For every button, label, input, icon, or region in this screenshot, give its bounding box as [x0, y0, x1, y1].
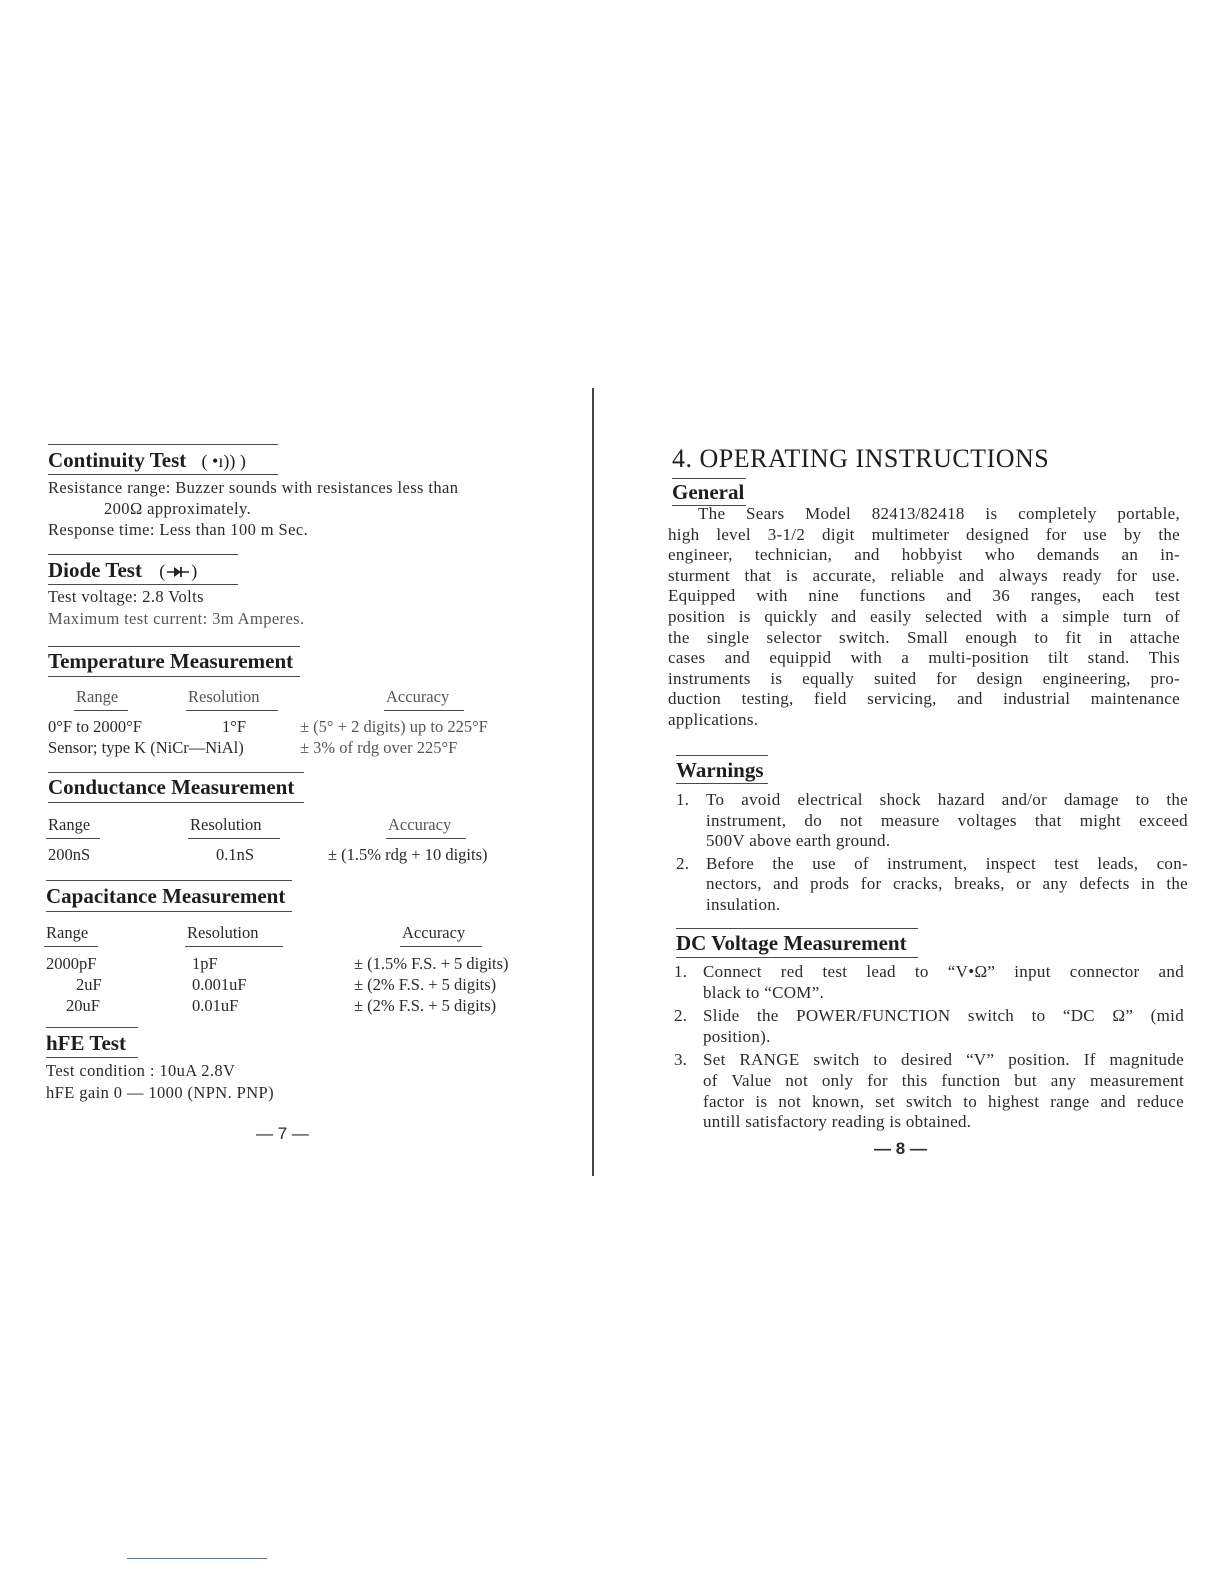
- general-line: sturment that is accurate, reliable and always ready for use.: [668, 565, 1180, 585]
- rule: [185, 946, 283, 947]
- capacitance-cell: 1pF: [192, 954, 218, 973]
- rule: [48, 772, 304, 773]
- rule: [46, 911, 292, 912]
- rule: [48, 584, 238, 585]
- conductance-header-accuracy: Accuracy: [388, 815, 452, 834]
- continuity-symbol: ( •ı)) ): [201, 451, 246, 471]
- diode-title: Diode Test ( ): [48, 558, 198, 582]
- capacitance-cell: ± (1.5% F.S. + 5 digits): [354, 954, 509, 973]
- rule: [44, 946, 98, 947]
- rule: [384, 710, 464, 711]
- general-line: Equipped with nine functions and 36 ranges, each test: [668, 586, 1180, 606]
- general-line: cases and equippid with a multi-position tilt stand. This: [668, 648, 1180, 668]
- capacitance-cell: 2000pF: [46, 954, 97, 973]
- rule: [48, 802, 304, 803]
- dc-voltage-list: [674, 962, 1184, 1133]
- continuity-line: Response time: Less than 100 m Sec.: [48, 520, 309, 539]
- warnings-list: [676, 790, 1188, 916]
- rule: [188, 838, 280, 839]
- rule: [48, 554, 238, 555]
- capacitance-cell: 0.01uF: [192, 996, 239, 1015]
- capacitance-cell: 0.001uF: [192, 975, 247, 994]
- dc-voltage-title: DC Voltage Measurement: [676, 931, 907, 955]
- capacitance-cell: ± (2% F.S. + 5 digits): [354, 996, 497, 1015]
- section-title: 4. OPERATING INSTRUCTIONS: [672, 444, 1050, 473]
- diode-icon: [167, 565, 189, 579]
- page-number: — 8 —: [874, 1139, 927, 1158]
- rule: [48, 474, 278, 475]
- continuity-line: Resistance range: Buzzer sounds with resistances less than: [48, 478, 459, 497]
- temperature-header-accuracy: Accuracy: [386, 687, 450, 706]
- general-line: instruments is equally suited for design engineering, pro-: [668, 668, 1180, 688]
- list-item: 1. To avoid electrical shock hazard and/or damage to the instrument, do not measure voltages that might exceed 500V above earth ground.: [676, 790, 1188, 851]
- continuity-title: Continuity Test ( •ı)) ): [48, 448, 246, 472]
- general-line: applications.: [668, 709, 759, 729]
- general-paragraph: [668, 504, 1180, 731]
- diode-line: Test voltage: 2.8 Volts: [48, 587, 204, 606]
- temperature-cell: Sensor; type K (NiCr—NiAl): [48, 738, 244, 757]
- page-divider: [592, 388, 594, 1176]
- rule: [74, 710, 128, 711]
- general-line: engineer, technician, and hobbyist who demands an in-: [668, 545, 1180, 565]
- diode-line: Maximum test current: 3m Amperes.: [48, 609, 305, 628]
- warnings-title: Warnings: [676, 758, 764, 782]
- temperature-cell: 1°F: [222, 717, 247, 736]
- hfe-line: Test condition : 10uA 2.8V: [46, 1061, 236, 1080]
- conductance-title: Conductance Measurement: [48, 775, 295, 799]
- list-item: 1. Connect red test lead to “V•Ω” input connector and black to “COM”.: [674, 962, 1184, 1002]
- list-item: 3. Set RANGE switch to desired “V” position. If magnitude of Value not only for this function but any measurement factor is not known, set switch to highest range and reduce untill satisfactory reading is obtained.: [674, 1050, 1184, 1132]
- rule: [676, 928, 918, 929]
- temperature-cell: ± 3% of rdg over 225°F: [300, 738, 458, 757]
- general-line: high level 3-1/2 digit multimeter designed for use by the: [668, 524, 1180, 544]
- general-line: the single selector switch. Small enough to fit in attache: [668, 627, 1180, 647]
- rule: [48, 646, 300, 647]
- conductance-cell: ± (1.5% rdg + 10 digits): [328, 845, 488, 864]
- rule: [46, 880, 292, 881]
- conductance-header-resolution: Resolution: [190, 815, 262, 834]
- conductance-header-range: Range: [48, 815, 91, 834]
- general-line: position is quickly and easily selected with a simple turn of: [668, 606, 1180, 626]
- capacitance-cell: ± (2% F.S. + 5 digits): [354, 975, 497, 994]
- rule: [672, 478, 746, 479]
- capacitance-header-resolution: Resolution: [187, 923, 259, 942]
- rule: [186, 710, 278, 711]
- conductance-cell: 0.1nS: [216, 845, 255, 864]
- temperature-header-resolution: Resolution: [188, 687, 260, 706]
- rule: [46, 838, 100, 839]
- continuity-line: 200Ω approximately.: [104, 499, 252, 518]
- rule: [676, 783, 768, 784]
- page-number: — 7 —: [256, 1124, 309, 1143]
- temperature-cell: ± (5° + 2 digits) up to 225°F: [300, 717, 488, 736]
- list-item: 2. Before the use of instrument, inspect test leads, con- nectors, and prods for cracks, breaks, or any defects in the insulation.: [676, 853, 1188, 914]
- hfe-title: hFE Test: [46, 1031, 126, 1055]
- capacitance-cell: 2uF: [76, 975, 102, 994]
- conductance-cell: 200nS: [48, 845, 91, 864]
- general-line: duction testing, field servicing, and industrial maintenance: [668, 689, 1180, 709]
- rule: [386, 838, 466, 839]
- rule: [48, 676, 300, 677]
- list-item: 2. Slide the POWER/FUNCTION switch to “DC Ω” (mid position).: [674, 1006, 1184, 1046]
- hfe-line: hFE gain 0 — 1000 (NPN. PNP): [46, 1083, 275, 1102]
- rule: [46, 1057, 138, 1058]
- rule: [676, 957, 918, 958]
- capacitance-header-range: Range: [46, 923, 89, 942]
- capacitance-title: Capacitance Measurement: [46, 884, 286, 908]
- rule: [48, 444, 278, 445]
- temperature-title: Temperature Measurement: [48, 649, 294, 673]
- rule: [46, 1027, 138, 1028]
- general-line: The Sears Model 82413/82418 is completely portable,: [698, 504, 1180, 523]
- temperature-header-range: Range: [76, 687, 119, 706]
- rule: [676, 755, 768, 756]
- bottom-rule: [127, 1558, 267, 1559]
- rule: [400, 946, 482, 947]
- capacitance-header-accuracy: Accuracy: [402, 923, 466, 942]
- temperature-cell: 0°F to 2000°F: [48, 717, 142, 736]
- capacitance-cell: 20uF: [66, 996, 100, 1015]
- general-title: General: [672, 480, 745, 504]
